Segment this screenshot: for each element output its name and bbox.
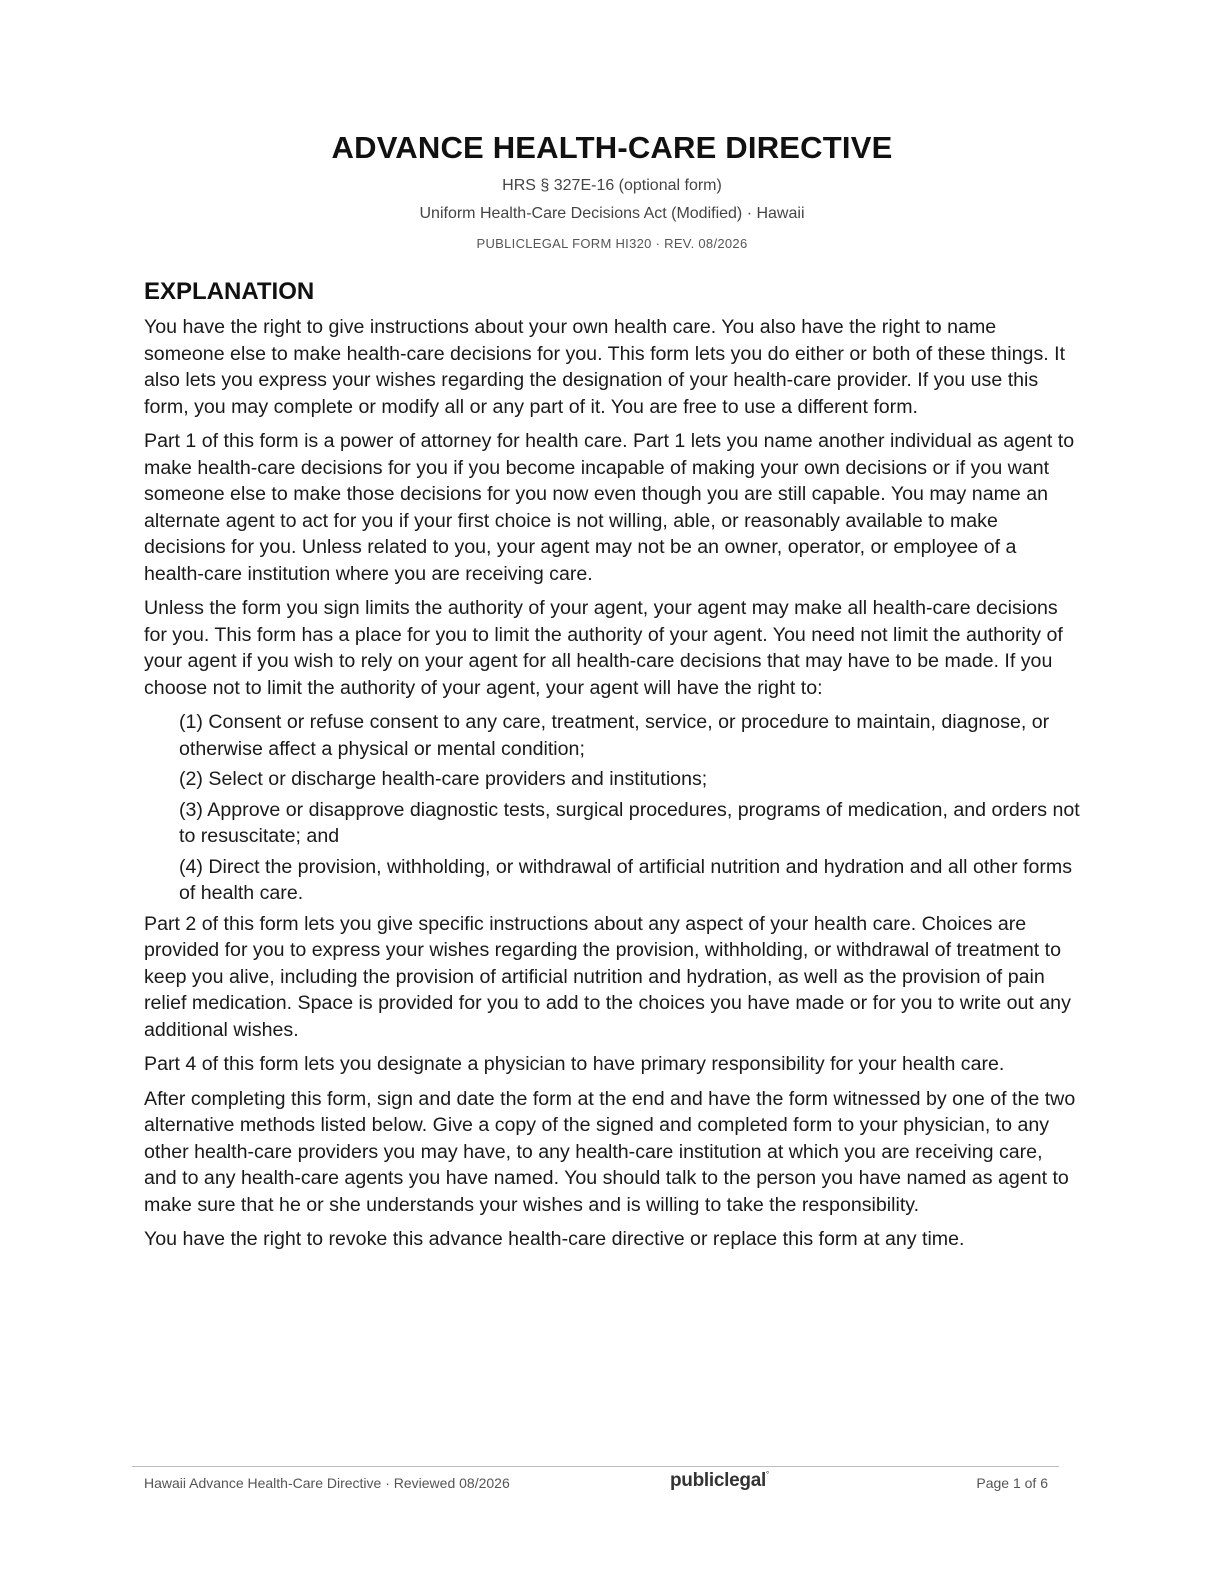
explanation-paragraph: Unless the form you sign limits the authority of your agent, your agent may make all health-care decisions for you. This form has a place for you to limit the authority of your agent. You need not limit the authority of your agent if you wish to rely on your agent for all health-care decisions that may have to be made. If you choose not to limit the authority of your agent, your agent will have the right to: — [144, 597, 1063, 699]
statute-reference: HRS § 327E-16 (optional form) — [502, 177, 722, 194]
page-number: Page 1 of 6 — [976, 1475, 1048, 1491]
agent-power-item: (3) Approve or disapprove diagnostic tests, surgical procedures, programs of medication, and orders not to resuscitate; and — [179, 798, 1080, 847]
document-body — [144, 130, 1080, 1261]
explanation-paragraph: Part 4 of this form lets you designate a physician to have primary responsibility for your health care. — [144, 1053, 1005, 1075]
agent-power-item: (2) Select or discharge health-care providers and institutions; — [179, 768, 708, 790]
logo-text: publiclegal — [670, 1470, 766, 1491]
explanation-paragraph: Part 2 of this form lets you give specific instructions about any aspect of your health care. Choices are provided for you to express your wishes regarding the provision, withholding, or withdrawal of treatment to keep you alive, including the provision of artificial nutrition and hydration, as well as the provision of pain relief medication. Space is provided for you to add to the choices you have made or for you to write out any additional wishes. — [144, 912, 1071, 1041]
section-heading-explanation: EXPLANATION — [144, 278, 315, 305]
agent-power-item: (4) Direct the provision, withholding, or withdrawal of artificial nutrition and hydration and all other forms of health care. — [179, 855, 1073, 904]
explanation-paragraph: Part 1 of this form is a power of attorney for health care. Part 1 lets you name another individual as agent to make health-care decisions for you if you become incapable of making your own decisions or if you want someone else to make those decisions for you now even though you are still capable. You may name an alternate agent to act for you if your first choice is not willing, able, or reasonably available to make decisions for you. Unless related to you, your agent may not be an owner, operator, or employee of a health-care institution where you are receiving care. — [144, 430, 1075, 585]
publiclegal-logo — [670, 1470, 769, 1492]
agent-powers-list — [144, 709, 1080, 907]
explanation-paragraph: You have the right to give instructions about your own health care. You also have the right to name someone else to make health-care decisions for you. This form lets you do either or both of these things. It also lets you express your wishes regarding the designation of your health-care provider. If you use this form, you may complete or modify all or any part of it. You are free to use a different form. — [144, 316, 1066, 418]
explanation-paragraph: After completing this form, sign and date the form at the end and have the form witnessed by one of the two alternative methods listed below. Give a copy of the signed and completed form to your physician, to any other health-care providers you may have, to any health-care institution at which you are receiving care, and to any health-care agents you have named. You should talk to the person you have named as agent to make sure that he or she understands your wishes and is willing to take the responsibility. — [144, 1087, 1076, 1216]
logo-mark: ° — [765, 1470, 769, 1479]
form-identifier: PUBLICLEGAL FORM HI320 · REV. 08/2026 — [476, 236, 748, 251]
page-footer — [132, 1466, 1059, 1491]
explanation-paragraph: You have the right to revoke this advance health-care directive or replace this form at any time. — [144, 1228, 965, 1250]
document-title: ADVANCE HEALTH-CARE DIRECTIVE — [331, 130, 893, 165]
footer-document-name: Hawaii Advance Health-Care Directive · Reviewed 08/2026 — [144, 1475, 510, 1491]
act-reference: Uniform Health-Care Decisions Act (Modified) · Hawaii — [419, 205, 805, 222]
agent-power-item: (1) Consent or refuse consent to any care, treatment, service, or procedure to maintain, diagnose, or otherwise affect a physical or mental condition; — [179, 711, 1050, 760]
